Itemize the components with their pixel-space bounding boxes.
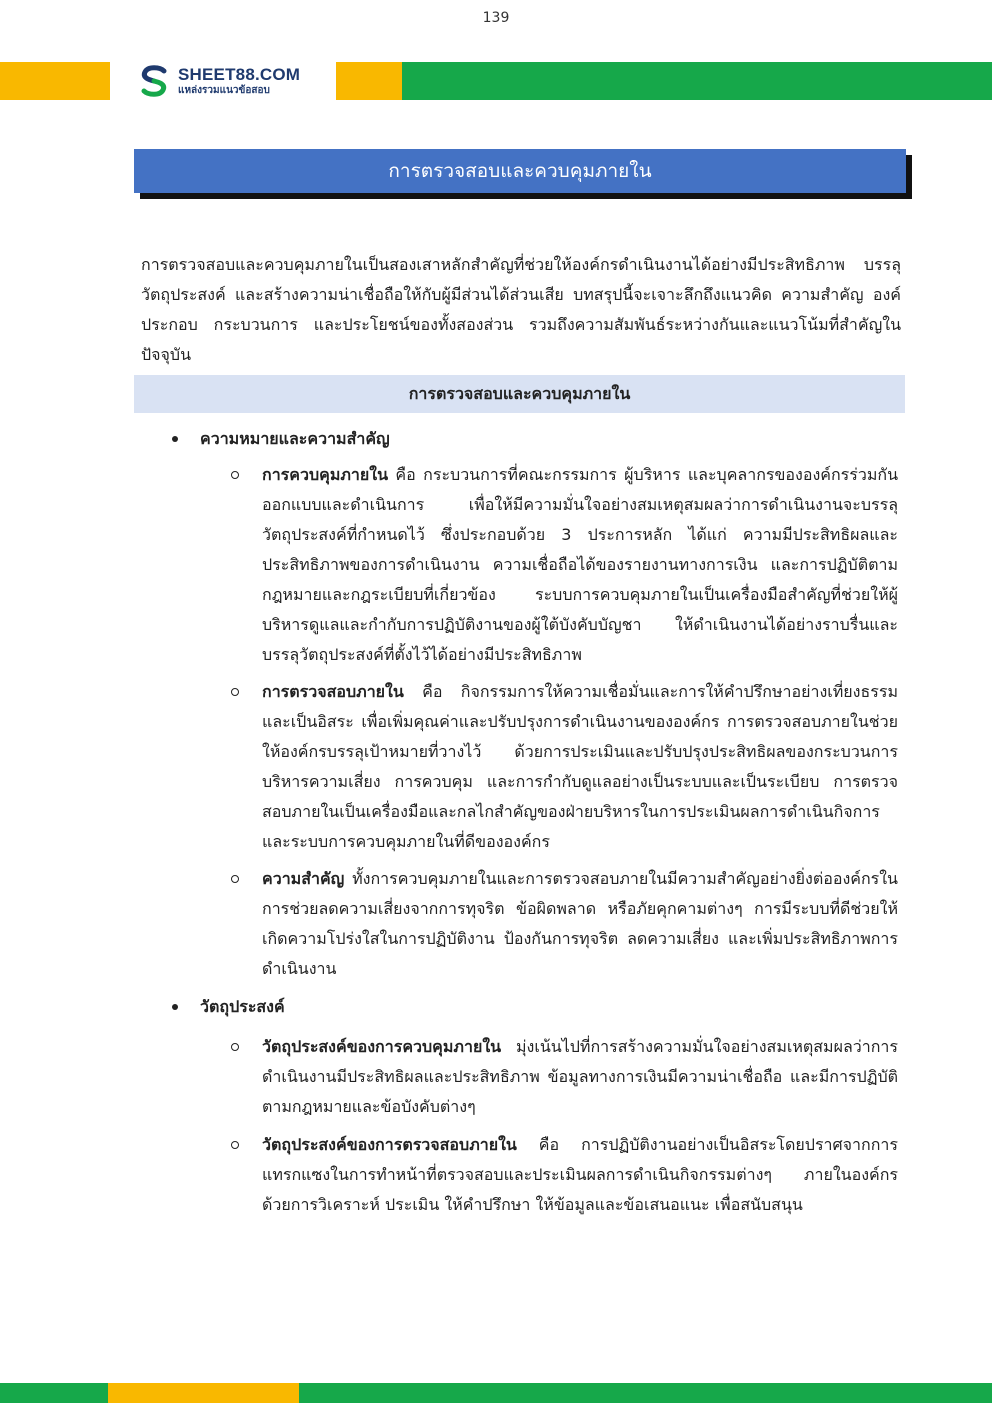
logo-s-icon (136, 63, 172, 99)
list-item (262, 677, 898, 857)
footer-band (0, 1383, 992, 1403)
footer-band-green-right (299, 1383, 992, 1403)
page-title: การตรวจสอบและควบคุมภายใน (134, 149, 906, 193)
brand-tagline: แหล่งรวมแนวข้อสอบ (178, 85, 270, 96)
header-band-green (402, 62, 992, 100)
circle-bullet-icon (231, 688, 239, 696)
item-lead: วัตถุประสงค์ของการควบคุมภายใน (262, 1037, 502, 1056)
circle-bullet-icon (231, 875, 239, 883)
list-item (262, 460, 898, 670)
page-title-banner (134, 149, 906, 193)
bullet-dot-icon (172, 436, 178, 442)
item-text: ทั้งการควบคุมภายในและการตรวจสอบภายในมีความสำคัญอย่างยิ่งต่อองค์กรในการช่วยลดความเสี่ยงจากการทุจริต ข้อผิดพลาด หรือภัยคุกคามต่างๆ การมีระบบที่ดีช่วยให้เกิดความโปร่งใสในการปฏิบัติงาน ป้องกันการทุจริต ลดความเสี่ยง และเพิ่มประสิทธิภาพการดำเนินงาน (262, 869, 898, 978)
bullet-heading-text: วัตถุประสงค์ (200, 997, 285, 1016)
bullet-heading (200, 424, 900, 454)
bullet-heading-text: ความหมายและความสำคัญ (200, 429, 390, 448)
circle-bullet-icon (231, 1043, 239, 1051)
page-number: 139 (482, 10, 510, 26)
item-text: คือ การปฏิบัติงานอย่างเป็นอิสระโดยปราศจากการแทรกแซงในการทำหน้าที่ตรวจสอบและประเมินผลการดำเนินกิจกรรมต่างๆ ภายในองค์กรด้วยการวิเคราะห์ ประเมิน ให้คำปรึกษา ให้ข้อมูลและข้อเสนอแนะ เพื่อสนับสนุน (262, 1135, 898, 1214)
item-lead: การตรวจสอบภายใน (262, 682, 404, 701)
bullet-dot-icon (172, 1004, 178, 1010)
intro-paragraph (141, 250, 901, 370)
item-text: คือ กิจกรรมการให้ความเชื่อมั่นและการให้คำปรึกษาอย่างเที่ยงธรรมและเป็นอิสระ เพื่อเพิ่มคุณค่าและปรับปรุงการดำเนินงานขององค์กร การตรวจสอบภายในช่วยให้องค์กรบรรลุเป้าหมายที่วางไว้ ด้วยการประเมินและปรับปรุงประสิทธิผลของกระบวนการบริหารความเสี่ยง การควบคุม และการกำกับดูแลอย่างเป็นระบบและเป็นระเบียบ การตรวจสอบภายในเป็นเครื่องมือและกลไกสำคัญของฝ่ายบริหารในการประเมินผลการดำเนินกิจการและระบบการควบคุมภายในที่ดีขององค์กร (262, 682, 898, 851)
item-text: คือ กระบวนการที่คณะกรรมการ ผู้บริหาร และบุคลากรขององค์กรร่วมกันออกแบบและดำเนินการ เพื่อให้มีความมั่นใจอย่างสมเหตุสมผลว่าการดำเนินงานจะบรรลุวัตถุประสงค์ที่กำหนดไว้ ซึ่งประกอบด้วย 3 ประการหลัก ได้แก่ ความมีประสิทธิผลและประสิทธิภาพของการดำเนินงาน ความเชื่อถือได้ของรายงานทางการเงิน และการปฏิบัติตามกฎหมายและกฎระเบียบที่เกี่ยวข้อง ระบบการควบคุมภายในเป็นเครื่องมือสำคัญที่ช่วยให้ผู้บริหารดูแลและกำกับการปฏิบัติงานของผู้ใต้บังคับบัญชา ให้ดำเนินงานได้อย่างราบรื่นและบรรลุวัตถุประสงค์ที่ตั้งไว้ได้อย่างมีประสิทธิภาพ (262, 465, 898, 664)
item-lead: ความสำคัญ (262, 869, 345, 888)
brand-name: SHEET88.COM (178, 65, 301, 84)
header-band-yellow-left (0, 62, 110, 100)
list-item (262, 1130, 898, 1220)
section-heading: การตรวจสอบและควบคุมภายใน (134, 375, 905, 413)
item-lead: การควบคุมภายใน (262, 465, 389, 484)
brand-logo (136, 62, 300, 100)
item-text: มุ่งเน้นไปที่การสร้างความมั่นใจอย่างสมเหตุสมผลว่าการดำเนินงานมีประสิทธิผลและประสิทธิภาพ ข้อมูลทางการเงินมีความน่าเชื่อถือ และมีการปฏิบัติตามกฎหมายและข้อบังคับต่างๆ (262, 1037, 898, 1116)
circle-bullet-icon (231, 1141, 239, 1149)
intro-text: การตรวจสอบและควบคุมภายในเป็นสองเสาหลักสำคัญที่ช่วยให้องค์กรดำเนินงานได้อย่างมีประสิทธิภาพ บรรลุวัตถุประสงค์ และสร้างความน่าเชื่อถือให้กับผู้มีส่วนได้ส่วนเสีย บทสรุปนี้จะเจาะลึกถึงแนวคิด ความสำคัญ องค์ประกอบ กระบวนการ และประโยชน์ของทั้งสองส่วน รวมถึงความสัมพันธ์ระหว่างกันและแนวโน้มที่สำคัญในปัจจุบัน (141, 255, 901, 364)
item-lead: วัตถุประสงค์ของการตรวจสอบภายใน (262, 1135, 517, 1154)
content-body (0, 424, 992, 1220)
list-item (262, 864, 898, 984)
bullet-heading (200, 992, 900, 1022)
list-item (262, 1032, 898, 1122)
footer-band-yellow (108, 1383, 299, 1403)
circle-bullet-icon (231, 471, 239, 479)
header-band-yellow-right (336, 62, 402, 100)
footer-band-green-left (0, 1383, 108, 1403)
